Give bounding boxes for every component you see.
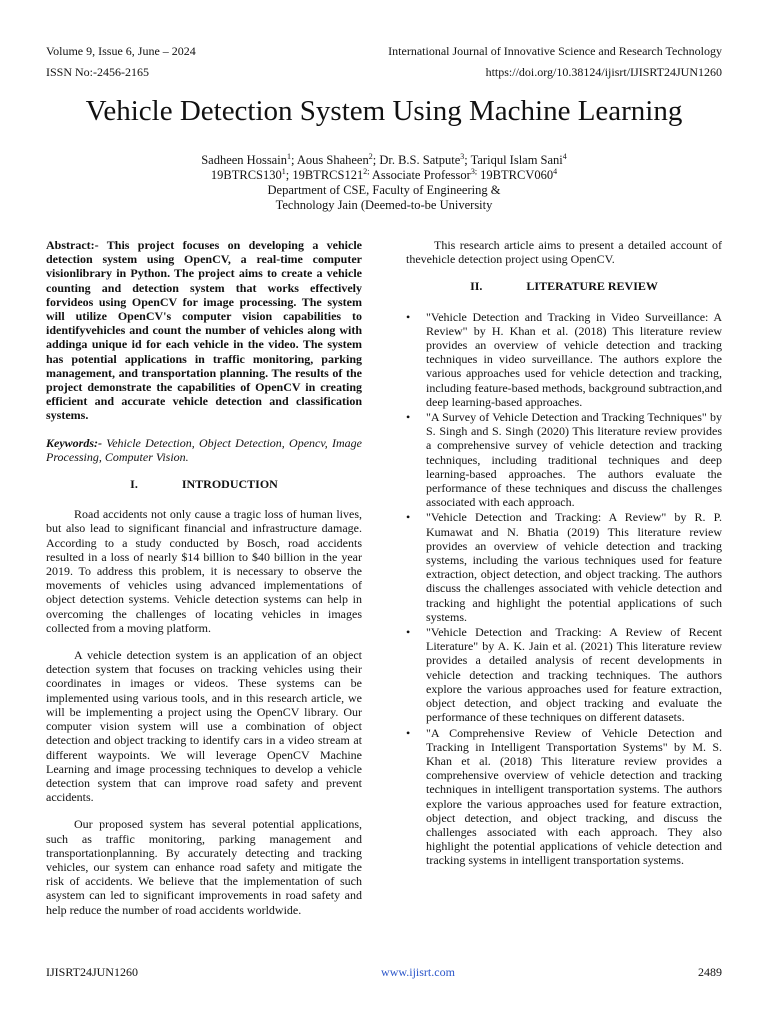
list-item: • "Vehicle Detection and Tracking: A Review of Recent Literature" by A. K. Jain et al. (2021) This literature review provides a detailed analysis of recent developments in vehicle detection and tracking techniques. The authors explore the various approaches used for feature extraction, object detection, and object tracking and evaluate the performance of these techniques on different datasets. <box>406 625 722 725</box>
article-aim-paragraph: This research article aims to present a detailed account of thevehicle detection project using OpenCV. <box>406 238 722 267</box>
intro-paragraph-3: Our proposed system has several potential applications, such as traffic monitoring, parking management and transportationplanning. By accurately detecting and tracking vehicles, our system can enhance road safety and mitigate the risk of accidents. We believe that the implementation of such asystem can led to significant improvements in road safety and help reduce the number of road accidents worldwide. <box>46 817 362 917</box>
volume-info: Volume 9, Issue 6, June – 2024 <box>46 44 196 58</box>
list-item: • "Vehicle Detection and Tracking in Video Surveillance: A Review" by H. Khan et al. (2018) This literature review provides an overview of vehicle detection and tracking techniques in video surveillance. The authors explore the various approaches used for vehicle detection and tracking, including feature-based methods, background subtraction,and deep learning-based approaches. <box>406 309 722 409</box>
issn: ISSN No:-2456-2165 <box>46 65 150 79</box>
right-column <box>406 238 722 869</box>
doi-link[interactable]: https://doi.org/10.38124/ijisrt/IJISRT24JUN1260 <box>485 65 722 79</box>
author-block <box>0 153 768 213</box>
literature-list <box>406 310 722 868</box>
page-footer <box>46 965 722 980</box>
running-header-top <box>46 44 722 59</box>
intro-paragraph-2: A vehicle detection system is an application of an object detection system that focuses on tracking vehicles using their coordinates in images or videos. These systems can be implemented using various tools, and in this research article, we will be implementing a project using the OpenCV library. Our computer vision system will use a combination of object detection and object tracking to identify cars in a video stream at different waypoints. We will leverage OpenCV Machine Learning and image processing techniques to develop a vehicle detection system that can improve road safety and prevent accidents. <box>46 648 362 805</box>
section-heading-introduction: I. INTRODUCTION <box>130 477 278 492</box>
institution: Technology Jain (Deemed-to-be University <box>275 198 493 212</box>
intro-paragraph-1: Road accidents not only cause a tragic loss of human lives, but also lead to significant financial and infrastructure damage. According to a study conducted by Bosch, road accidents resulted in a loss of nearly $14 billion to $40 billion in the year 2019. To address this problem, it is necessary to observe the movements of vehicles using advanced implementations of object detection systems. Vehicle detection systems can help in overcoming the challenges of locating vehicles in images collected from a moving platform. <box>46 507 362 635</box>
paper-id: IJISRT24JUN1260 <box>46 965 138 979</box>
abstract: Abstract:- This project focuses on developing a vehicle detection system using OpenCV, a real-time computer visionlibrary in Python. The project aims to create a vehicle counting and detection system that works effectively forvideos using OpenCV for image processing. The system will utilize OpenCV's computer vision capabilities to identifyvehicles and count the number of vehicles along with addinga unique id for each vehicle in the video. The system has potential applications in traffic monitoring, parking management, and transportation planning. The results of the project demonstrate the capabilities of OpenCV in creating efficient and accurate vehicle detection and classification systems. <box>46 238 362 423</box>
journal-name: International Journal of Innovative Science and Research Technology <box>388 44 722 58</box>
running-header-bottom <box>46 65 722 80</box>
keywords <box>46 436 362 464</box>
author-ids: $19BTRCS130^1$; $19BTRCS121^{2;}$ Associate Professor$^{3;}$ $19BTRCV060^4$ <box>210 166 558 182</box>
page-number: 2489 <box>698 965 722 979</box>
department: Department of CSE, Faculty of Engineering & <box>267 183 501 197</box>
list-item: • "A Comprehensive Review of Vehicle Detection and Tracking in Intelligent Transportation Systems" by M. S. Khan et al. (2018) This literature review provides a comprehensive overview of vehicle detection and tracking techniques in intelligent transportation systems. The authors explore the various approaches used for feature extraction, object detection, and object tracking, and discuss the challenges associated with each approach. They also highlight the potential applications of vehicle detection and tracking systems in intelligent transportation systems. <box>406 725 722 868</box>
bullet-icon: • <box>406 625 411 640</box>
keywords-text: Vehicle Detection, Object Detection, Opencv, Image Processing, Computer Vision. <box>46 435 362 464</box>
keywords-label: Keywords:- <box>46 435 102 450</box>
bullet-icon: • <box>406 725 411 740</box>
author-names: Sadheen Hossain$^1$; Aous Shaheen$^2$; Dr. B.S. Satpute$^3$; Tariqul Islam Sani$^4$ <box>201 151 567 167</box>
bullet-icon: • <box>406 510 411 525</box>
section-heading-literature-review: II. LITERATURE REVIEW <box>470 279 658 294</box>
journal-website-link[interactable]: www.ijisrt.com <box>381 965 455 979</box>
bullet-icon: • <box>406 309 411 324</box>
bullet-icon: • <box>406 410 411 425</box>
list-item: • "A Survey of Vehicle Detection and Tracking Techniques" by S. Singh and S. Singh (2020) This literature review provides a comprehensive survey of vehicle detection and tracking techniques, including traditional techniques and deep learning-based approaches. The authors evaluate the performance of these techniques and discuss the challenges associated with each approach. <box>406 410 722 510</box>
left-column <box>46 238 362 930</box>
paper-title: Vehicle Detection System Using Machine Learning <box>85 95 683 127</box>
list-item: • "Vehicle Detection and Tracking: A Review" by R. P. Kumawat and N. Bhatia (2019) This literature review provides an overview of vehicle detection and tracking systems, including the various techniques used for feature extraction, object detection, and object tracking. The authors discuss the challenges associated with vehicle detection and tracking and highlight the potential applications of such systems. <box>406 510 722 624</box>
